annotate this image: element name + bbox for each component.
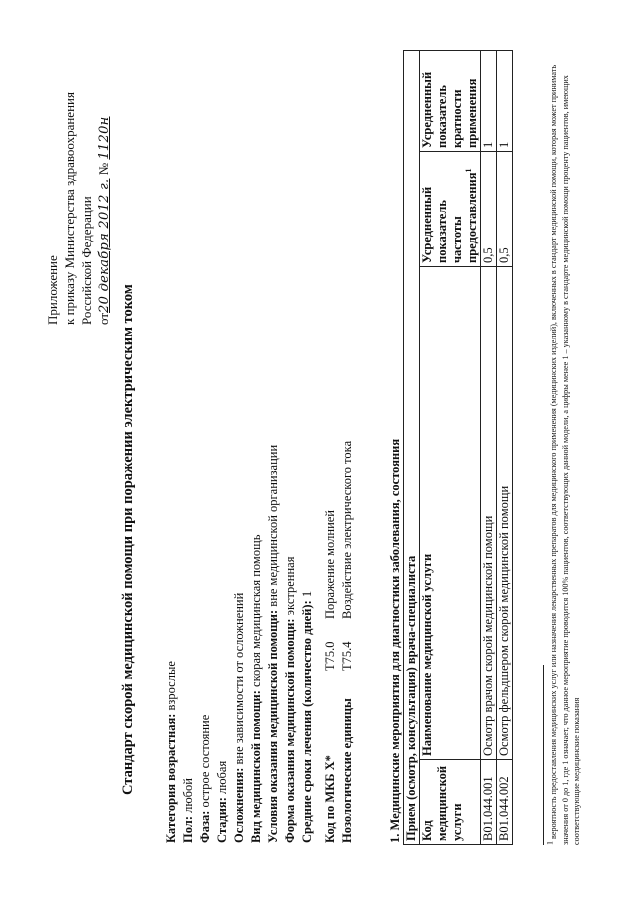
param-value: любой — [181, 778, 195, 813]
column-header-freq — [420, 152, 481, 267]
param-value: вне медицинской организации — [266, 444, 280, 607]
standard-parameters — [163, 445, 316, 843]
param-row — [282, 445, 299, 843]
mkb-row — [322, 441, 339, 843]
table-row — [497, 51, 513, 845]
footnote-text: вероятность предоставления медицинских услуг или назначения лекарственных препаратов для медицинского применения (медицинских изделий), включенных в стандарт медицинской помощи, которая может принимать значения от 0 до 1, где 1 означает, что данное мероприятие проводится 100% пациентов, соответствующих данной модели, а цифры менее 1 – указанному в стандарте медицинской помощи проценту пациентов, имеющих соответствующие медицинские показания — [549, 64, 581, 845]
param-value: взрослые — [164, 661, 178, 711]
param-value: экстренная — [283, 556, 297, 616]
mkb-code: T75.0 — [323, 641, 337, 671]
param-label: Средние сроки лечения (количество дней): — [300, 600, 314, 843]
section-title: 1. Медицинские мероприятия для диагностики заболевания, состояния — [388, 438, 402, 843]
param-label: Пол: — [181, 816, 195, 843]
param-label: Осложнения: — [232, 767, 246, 843]
cell-freq: 0,5 — [497, 152, 513, 267]
cell-name: Осмотр фельдшером скорой медицинской помощи — [497, 267, 513, 760]
mkb-name: Воздействие электрического тока — [340, 440, 354, 619]
param-row — [299, 445, 316, 843]
appendix-line: к приказу Министерства здравоохранения — [62, 92, 77, 325]
column-header-name: Наименование медицинской услуги — [420, 267, 481, 760]
handwritten-number: 1120н — [97, 116, 112, 160]
mkb-row — [339, 441, 356, 843]
param-label: Условия оказания медицинской помощи: — [266, 609, 280, 843]
cell-freq: 0,5 — [481, 152, 497, 267]
date-prefix: от — [96, 312, 111, 325]
column-header-mult: Усредненный показатель кратности применения — [420, 51, 481, 152]
param-label: Фаза: — [198, 810, 212, 843]
param-row — [248, 445, 265, 843]
footnote-separator — [543, 665, 544, 845]
param-label: Вид медицинской помощи: — [249, 690, 263, 843]
column-header-code: Код медицинской услуги — [420, 760, 481, 845]
param-row — [180, 445, 197, 843]
mkb-name: Поражение молнией — [323, 510, 337, 619]
number-label: № — [96, 162, 111, 176]
table-subheader: Прием (осмотр, консультация) врача-специалиста — [404, 51, 420, 845]
param-label: Форма оказания медицинской помощи: — [283, 618, 297, 843]
param-label: Категория возрастная: — [164, 713, 178, 843]
param-value: вне зависимости от осложнений — [232, 592, 246, 765]
services-table — [403, 50, 513, 845]
appendix-line: Приложение — [45, 255, 60, 325]
param-value: скорая медицинская помощь — [249, 534, 263, 687]
cell-name: Осмотр врачом скорой медицинской помощи — [481, 267, 497, 760]
nosology-label: Нозологические единицы — [340, 698, 354, 843]
mkb-block — [322, 441, 356, 843]
param-value: 1 — [300, 590, 314, 598]
param-label: Стадия: — [215, 797, 229, 843]
cell-code: B01.044.002 — [497, 760, 513, 845]
mkb-code: T75.4 — [340, 641, 354, 671]
cell-mult: 1 — [497, 51, 513, 152]
appendix-block — [44, 92, 113, 325]
handwritten-date: 20 декабря 2012 г. — [97, 178, 112, 313]
param-row — [231, 445, 248, 843]
param-row — [163, 445, 180, 843]
param-value: любая — [215, 760, 229, 795]
appendix-date-line — [95, 92, 113, 325]
table-subheader-row — [404, 51, 420, 845]
footnote — [545, 45, 583, 845]
freq-header-text: Усредненный показатель частоты предоставления — [420, 172, 479, 263]
appendix-line: Российской Федерации — [79, 196, 94, 325]
param-row — [197, 445, 214, 843]
param-row — [214, 445, 231, 843]
document-title: Стандарт скорой медицинской помощи при поражении электрическим током — [120, 284, 136, 795]
cell-code: B01.044.001 — [481, 760, 497, 845]
cell-mult: 1 — [481, 51, 497, 152]
footnote-marker: 1 — [463, 168, 473, 173]
mkb-code-label: Код по МКБ X* — [323, 755, 337, 843]
table-row — [481, 51, 497, 845]
param-value: острое состояние — [198, 714, 212, 808]
param-row — [265, 445, 282, 843]
table-header-row — [420, 51, 481, 845]
footnote-number: 1 — [545, 841, 555, 845]
